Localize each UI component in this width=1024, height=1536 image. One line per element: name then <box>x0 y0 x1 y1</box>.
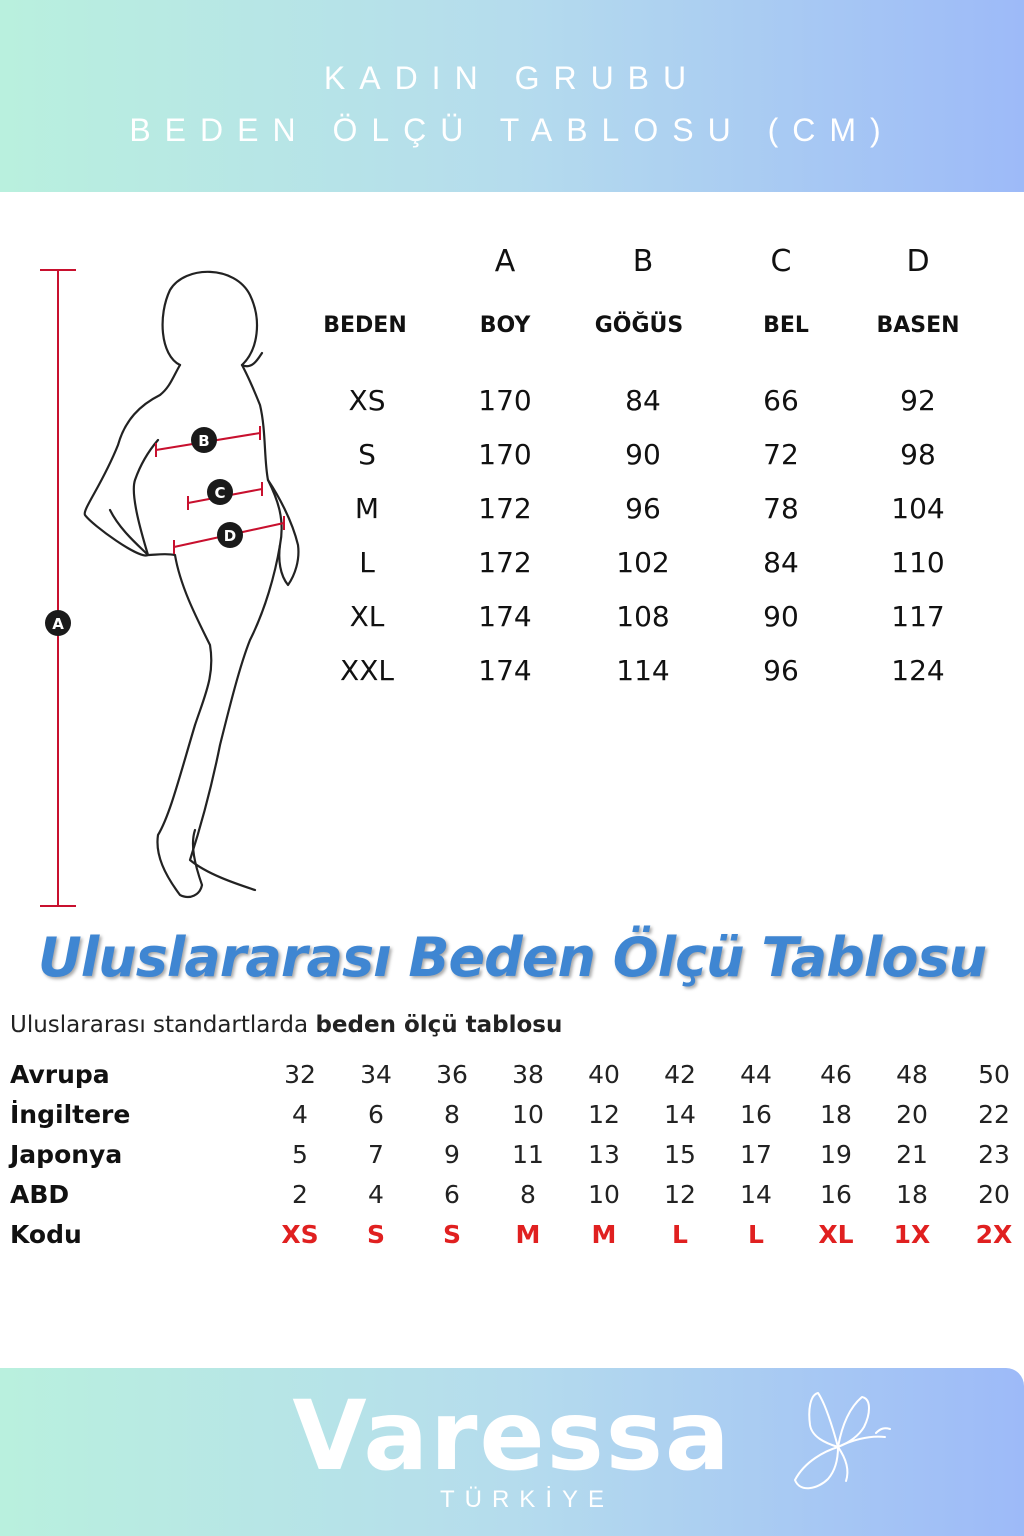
table-cell: 172 <box>478 492 532 525</box>
table-cell: 104 <box>891 492 945 525</box>
subtitle-plain: Uluslararası standartlarda <box>10 1012 316 1038</box>
table-cell: XXL <box>340 654 394 687</box>
table-cell: 90 <box>763 600 799 633</box>
butterfly-icon <box>780 1385 900 1505</box>
column-letter: B <box>632 244 654 279</box>
intl-cell: 2 <box>292 1180 308 1209</box>
column-letter: D <box>906 244 930 279</box>
intl-cell: 50 <box>978 1060 1010 1089</box>
column-header: BEL <box>763 313 809 338</box>
svg-text:A: A <box>52 615 64 633</box>
intl-cell: 22 <box>978 1100 1010 1129</box>
international-subtitle <box>10 1012 562 1038</box>
size-code-cell: S <box>442 1220 461 1249</box>
size-code-cell: M <box>591 1220 617 1249</box>
table-cell: 96 <box>763 654 799 687</box>
intl-cell: 17 <box>740 1140 772 1169</box>
intl-cell: 4 <box>292 1100 308 1129</box>
intl-cell: 21 <box>896 1140 928 1169</box>
header-line-2: BEDEN ÖLÇÜ TABLOSU (CM) <box>129 112 895 148</box>
intl-cell: 20 <box>978 1180 1010 1209</box>
intl-cell: 42 <box>664 1060 696 1089</box>
table-cell: 66 <box>763 384 799 417</box>
intl-cell: 14 <box>740 1180 772 1209</box>
table-cell: S <box>358 438 376 471</box>
table-cell: 170 <box>478 438 532 471</box>
intl-cell: 40 <box>588 1060 620 1089</box>
intl-row-label: İngiltere <box>10 1100 131 1129</box>
column-header: BASEN <box>876 313 960 338</box>
intl-cell: 46 <box>820 1060 852 1089</box>
table-cell: M <box>354 492 380 525</box>
header-banner <box>0 0 1024 192</box>
table-cell: L <box>359 546 375 579</box>
intl-cell: 6 <box>444 1180 460 1209</box>
table-cell: 174 <box>478 654 532 687</box>
intl-cell: 18 <box>896 1180 928 1209</box>
intl-row-label: Japonya <box>10 1140 123 1169</box>
svg-text:D: D <box>223 527 237 545</box>
intl-cell: 10 <box>588 1180 620 1209</box>
table-cell: 170 <box>478 384 532 417</box>
table-cell: 108 <box>616 600 670 633</box>
table-cell: 72 <box>763 438 799 471</box>
intl-cell: 10 <box>512 1100 544 1129</box>
size-code-cell: L <box>748 1220 764 1249</box>
intl-cell: 34 <box>360 1060 392 1089</box>
size-code-cell: XS <box>281 1220 319 1249</box>
table-cell: 124 <box>891 654 945 687</box>
size-code-cell: S <box>366 1220 385 1249</box>
intl-cell: 48 <box>896 1060 928 1089</box>
subtitle-bold: beden ölçü tablosu <box>315 1012 563 1038</box>
intl-cell: 14 <box>664 1100 696 1129</box>
intl-cell: 9 <box>444 1140 460 1169</box>
marker-a <box>45 610 71 636</box>
marker-b <box>191 427 217 453</box>
size-code-cell: L <box>672 1220 688 1249</box>
column-header: BEDEN <box>323 313 407 338</box>
table-cell: 174 <box>478 600 532 633</box>
table-cell: 172 <box>478 546 532 579</box>
column-letter: A <box>494 244 516 279</box>
column-header: BOY <box>479 313 531 338</box>
table-cell: 98 <box>900 438 936 471</box>
intl-cell: 19 <box>820 1140 852 1169</box>
intl-cell: 20 <box>896 1100 928 1129</box>
table-cell: XS <box>348 384 386 417</box>
body-figure-illustration <box>30 255 300 915</box>
size-code-cell: XL <box>818 1220 854 1249</box>
intl-cell: 16 <box>820 1180 852 1209</box>
intl-cell: 36 <box>436 1060 468 1089</box>
column-header: GÖĞÜS <box>594 313 684 338</box>
intl-cell: 38 <box>512 1060 544 1089</box>
intl-row-label: Kodu <box>10 1220 82 1249</box>
table-cell: XL <box>349 600 385 633</box>
intl-cell: 15 <box>664 1140 696 1169</box>
brand-subtitle: TÜRKİYE <box>439 1486 614 1513</box>
intl-row-label: Avrupa <box>10 1060 110 1089</box>
intl-cell: 5 <box>292 1140 308 1169</box>
column-letter: C <box>770 244 792 279</box>
intl-cell: 23 <box>978 1140 1010 1169</box>
marker-d <box>217 522 243 548</box>
table-cell: 84 <box>763 546 799 579</box>
size-code-cell: 2X <box>975 1220 1013 1249</box>
intl-cell: 12 <box>588 1100 620 1129</box>
table-cell: 78 <box>763 492 799 525</box>
table-cell: 102 <box>616 546 670 579</box>
international-title: Uluslararası Beden Ölçü Tablosu <box>37 926 987 989</box>
intl-cell: 6 <box>368 1100 384 1129</box>
intl-cell: 13 <box>588 1140 620 1169</box>
intl-cell: 44 <box>740 1060 772 1089</box>
intl-cell: 16 <box>740 1100 772 1129</box>
table-cell: 117 <box>891 600 945 633</box>
table-cell: 96 <box>625 492 661 525</box>
table-cell: 90 <box>625 438 661 471</box>
intl-cell: 8 <box>520 1180 536 1209</box>
svg-text:C: C <box>214 484 226 502</box>
table-cell: 110 <box>891 546 945 579</box>
intl-cell: 7 <box>368 1140 384 1169</box>
table-cell: 114 <box>616 654 670 687</box>
marker-c <box>207 479 233 505</box>
intl-cell: 32 <box>284 1060 316 1089</box>
svg-text:B: B <box>198 432 210 450</box>
header-line-1: KADIN GRUBU <box>323 60 701 96</box>
size-code-cell: 1X <box>893 1220 931 1249</box>
intl-cell: 8 <box>444 1100 460 1129</box>
table-cell: 92 <box>900 384 936 417</box>
intl-cell: 4 <box>368 1180 384 1209</box>
intl-cell: 18 <box>820 1100 852 1129</box>
intl-cell: 11 <box>512 1140 544 1169</box>
intl-cell: 12 <box>664 1180 696 1209</box>
brand-name: Varessa <box>292 1380 732 1492</box>
intl-row-label: ABD <box>10 1180 70 1209</box>
table-cell: 84 <box>625 384 661 417</box>
size-code-cell: M <box>515 1220 541 1249</box>
